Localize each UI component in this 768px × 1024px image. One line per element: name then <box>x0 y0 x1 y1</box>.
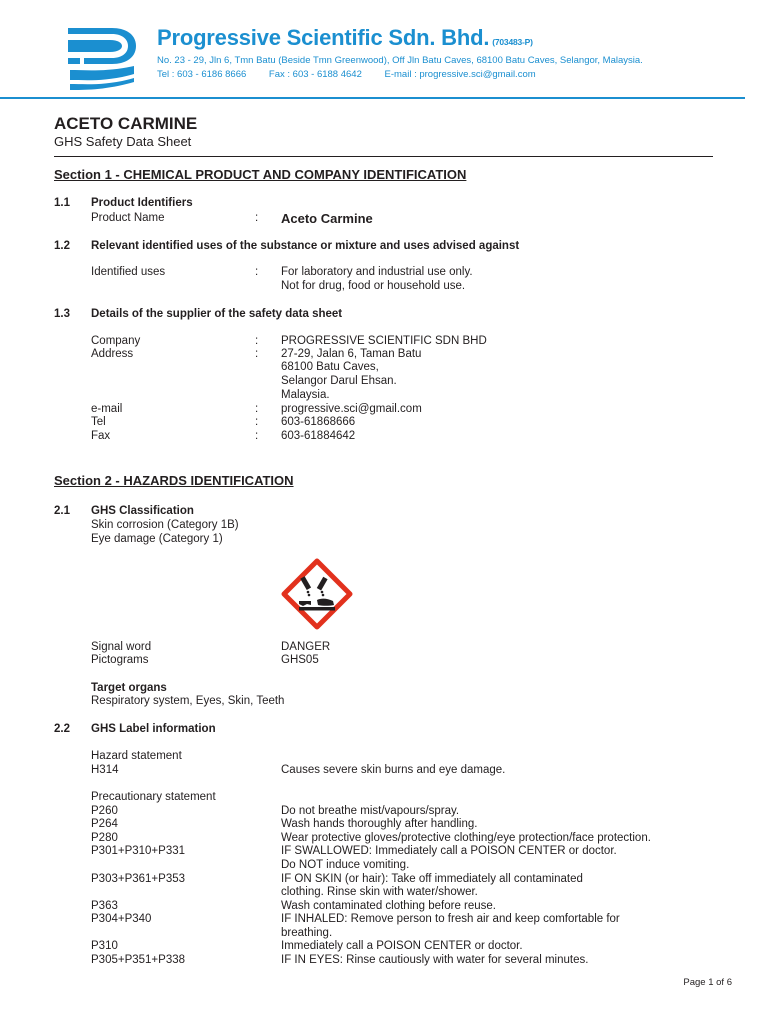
colon: : <box>255 403 259 415</box>
company-name-text: Progressive Scientific Sdn. Bhd. <box>157 25 490 50</box>
precaution-code: P301+P310+P331 <box>91 845 186 857</box>
company-label: Company <box>91 335 141 347</box>
precaution-code: P280 <box>91 832 118 844</box>
precaution-code: P305+P351+P338 <box>91 954 186 966</box>
header-divider <box>0 97 745 99</box>
hazard-code: H314 <box>91 764 119 776</box>
identified-uses-line2: Not for drug, food or household use. <box>281 280 466 292</box>
s1-2-number: 1.2 <box>54 240 70 252</box>
company-value: PROGRESSIVE SCIENTIFIC SDN BHD <box>281 335 487 347</box>
s2-2-number: 2.2 <box>54 723 70 735</box>
tel-label: Tel <box>91 416 106 428</box>
company-email: E-mail : progressive.sci@gmail.com <box>384 69 536 80</box>
tel-value: 603-61868666 <box>281 416 356 428</box>
fax-value: 603-61884642 <box>281 430 356 442</box>
colon: : <box>255 335 259 347</box>
precaution-text: IF IN EYES: Rinse cautiously with water for several minutes. <box>281 954 589 966</box>
precaution-text: Immediately call a POISON CENTER or doctor. <box>281 940 523 952</box>
precaution-text: IF SWALLOWED: Immediately call a POISON CENTER or doctor. <box>281 845 617 857</box>
email-value[interactable]: progressive.sci@gmail.com <box>281 403 422 415</box>
signal-word-label: Signal word <box>91 641 152 653</box>
document-title: ACETO CARMINE <box>54 114 198 133</box>
precaution-code: P363 <box>91 900 118 912</box>
company-logo <box>66 22 136 92</box>
address-line1: 27-29, Jalan 6, Taman Batu <box>281 348 422 360</box>
s2-2-title: GHS Label information <box>91 723 216 735</box>
address-label: Address <box>91 348 134 360</box>
colon: : <box>255 266 259 278</box>
s2-1-title: GHS Classification <box>91 505 194 517</box>
identified-uses-label: Identified uses <box>91 266 166 278</box>
document-subtitle: GHS Safety Data Sheet <box>54 134 192 149</box>
company-contact <box>157 69 556 80</box>
precaution-text-cont: clothing. Rinse skin with water/shower. <box>281 886 478 898</box>
section2-heading: Section 2 - HAZARDS IDENTIFICATION <box>54 473 294 488</box>
section1-heading: Section 1 - CHEMICAL PRODUCT AND COMPANY IDENTIFICATION <box>54 167 467 182</box>
precaution-code: P303+P361+P353 <box>91 873 186 885</box>
hazard-text: Causes severe skin burns and eye damage. <box>281 764 506 776</box>
precaution-text: Do not breathe mist/vapours/spray. <box>281 805 460 817</box>
page-number: Page 1 of 6 <box>683 977 732 988</box>
pictograms-label: Pictograms <box>91 654 149 666</box>
fax-label: Fax <box>91 430 111 442</box>
colon: : <box>255 348 259 360</box>
ghs05-corrosion-icon <box>281 558 353 630</box>
address-line3: Selangor Darul Ehsan. <box>281 375 397 387</box>
ghs-class2: Eye damage (Category 1) <box>91 533 223 545</box>
colon: : <box>255 430 259 442</box>
letterhead <box>0 0 768 100</box>
hazard-statement-label: Hazard statement <box>91 750 182 762</box>
s2-1-number: 2.1 <box>54 505 70 517</box>
title-divider <box>54 156 713 157</box>
s1-3-number: 1.3 <box>54 308 70 320</box>
target-organs-title: Target organs <box>91 682 167 694</box>
company-address: No. 23 - 29, Jln 6, Tmn Batu (Beside Tmn Greenwood), Off Jln Batu Caves, 68100 Batu Caves, Selangor, Malaysia. <box>157 55 643 66</box>
precaution-text-cont: breathing. <box>281 927 333 939</box>
s1-1-number: 1.1 <box>54 197 70 209</box>
company-tel: Tel : 603 - 6186 8666 <box>157 69 247 80</box>
s1-3-title: Details of the supplier of the safety data sheet <box>91 308 343 320</box>
precaution-text: Wear protective gloves/protective clothing/eye protection/face protection. <box>281 832 651 844</box>
precaution-text: IF INHALED: Remove person to fresh air and keep comfortable for <box>281 913 620 925</box>
company-fax: Fax : 603 - 6188 4642 <box>268 69 362 80</box>
address-line2: 68100 Batu Caves, <box>281 361 379 373</box>
precaution-code: P310 <box>91 940 118 952</box>
colon: : <box>255 212 259 224</box>
precaution-text: Wash hands thoroughly after handling. <box>281 818 478 830</box>
identified-uses-line1: For laboratory and industrial use only. <box>281 266 473 278</box>
colon: : <box>255 416 259 428</box>
precaution-code: P264 <box>91 818 118 830</box>
company-registration: (703483-P) <box>492 37 533 47</box>
precaution-text: Wash contaminated clothing before reuse. <box>281 900 497 912</box>
product-name-value: Aceto Carmine <box>281 211 373 226</box>
ghs-class1: Skin corrosion (Category 1B) <box>91 519 239 531</box>
target-organs-value: Respiratory system, Eyes, Skin, Teeth <box>91 695 285 707</box>
email-label: e-mail <box>91 403 123 415</box>
precaution-text: IF ON SKIN (or hair): Take off immediately all contaminated <box>281 873 583 885</box>
s1-1-title: Product Identifiers <box>91 197 193 209</box>
precautionary-statement-label: Precautionary statement <box>91 791 216 803</box>
pictograms-value: GHS05 <box>281 654 319 666</box>
company-name <box>157 25 533 51</box>
precaution-text-cont: Do NOT induce vomiting. <box>281 859 410 871</box>
precaution-code: P304+P340 <box>91 913 152 925</box>
product-name-label: Product Name <box>91 212 165 224</box>
s1-2-title: Relevant identified uses of the substance or mixture and uses advised against <box>91 240 520 252</box>
address-line4: Malaysia. <box>281 389 330 401</box>
precaution-code: P260 <box>91 805 118 817</box>
signal-word-value: DANGER <box>281 641 331 653</box>
